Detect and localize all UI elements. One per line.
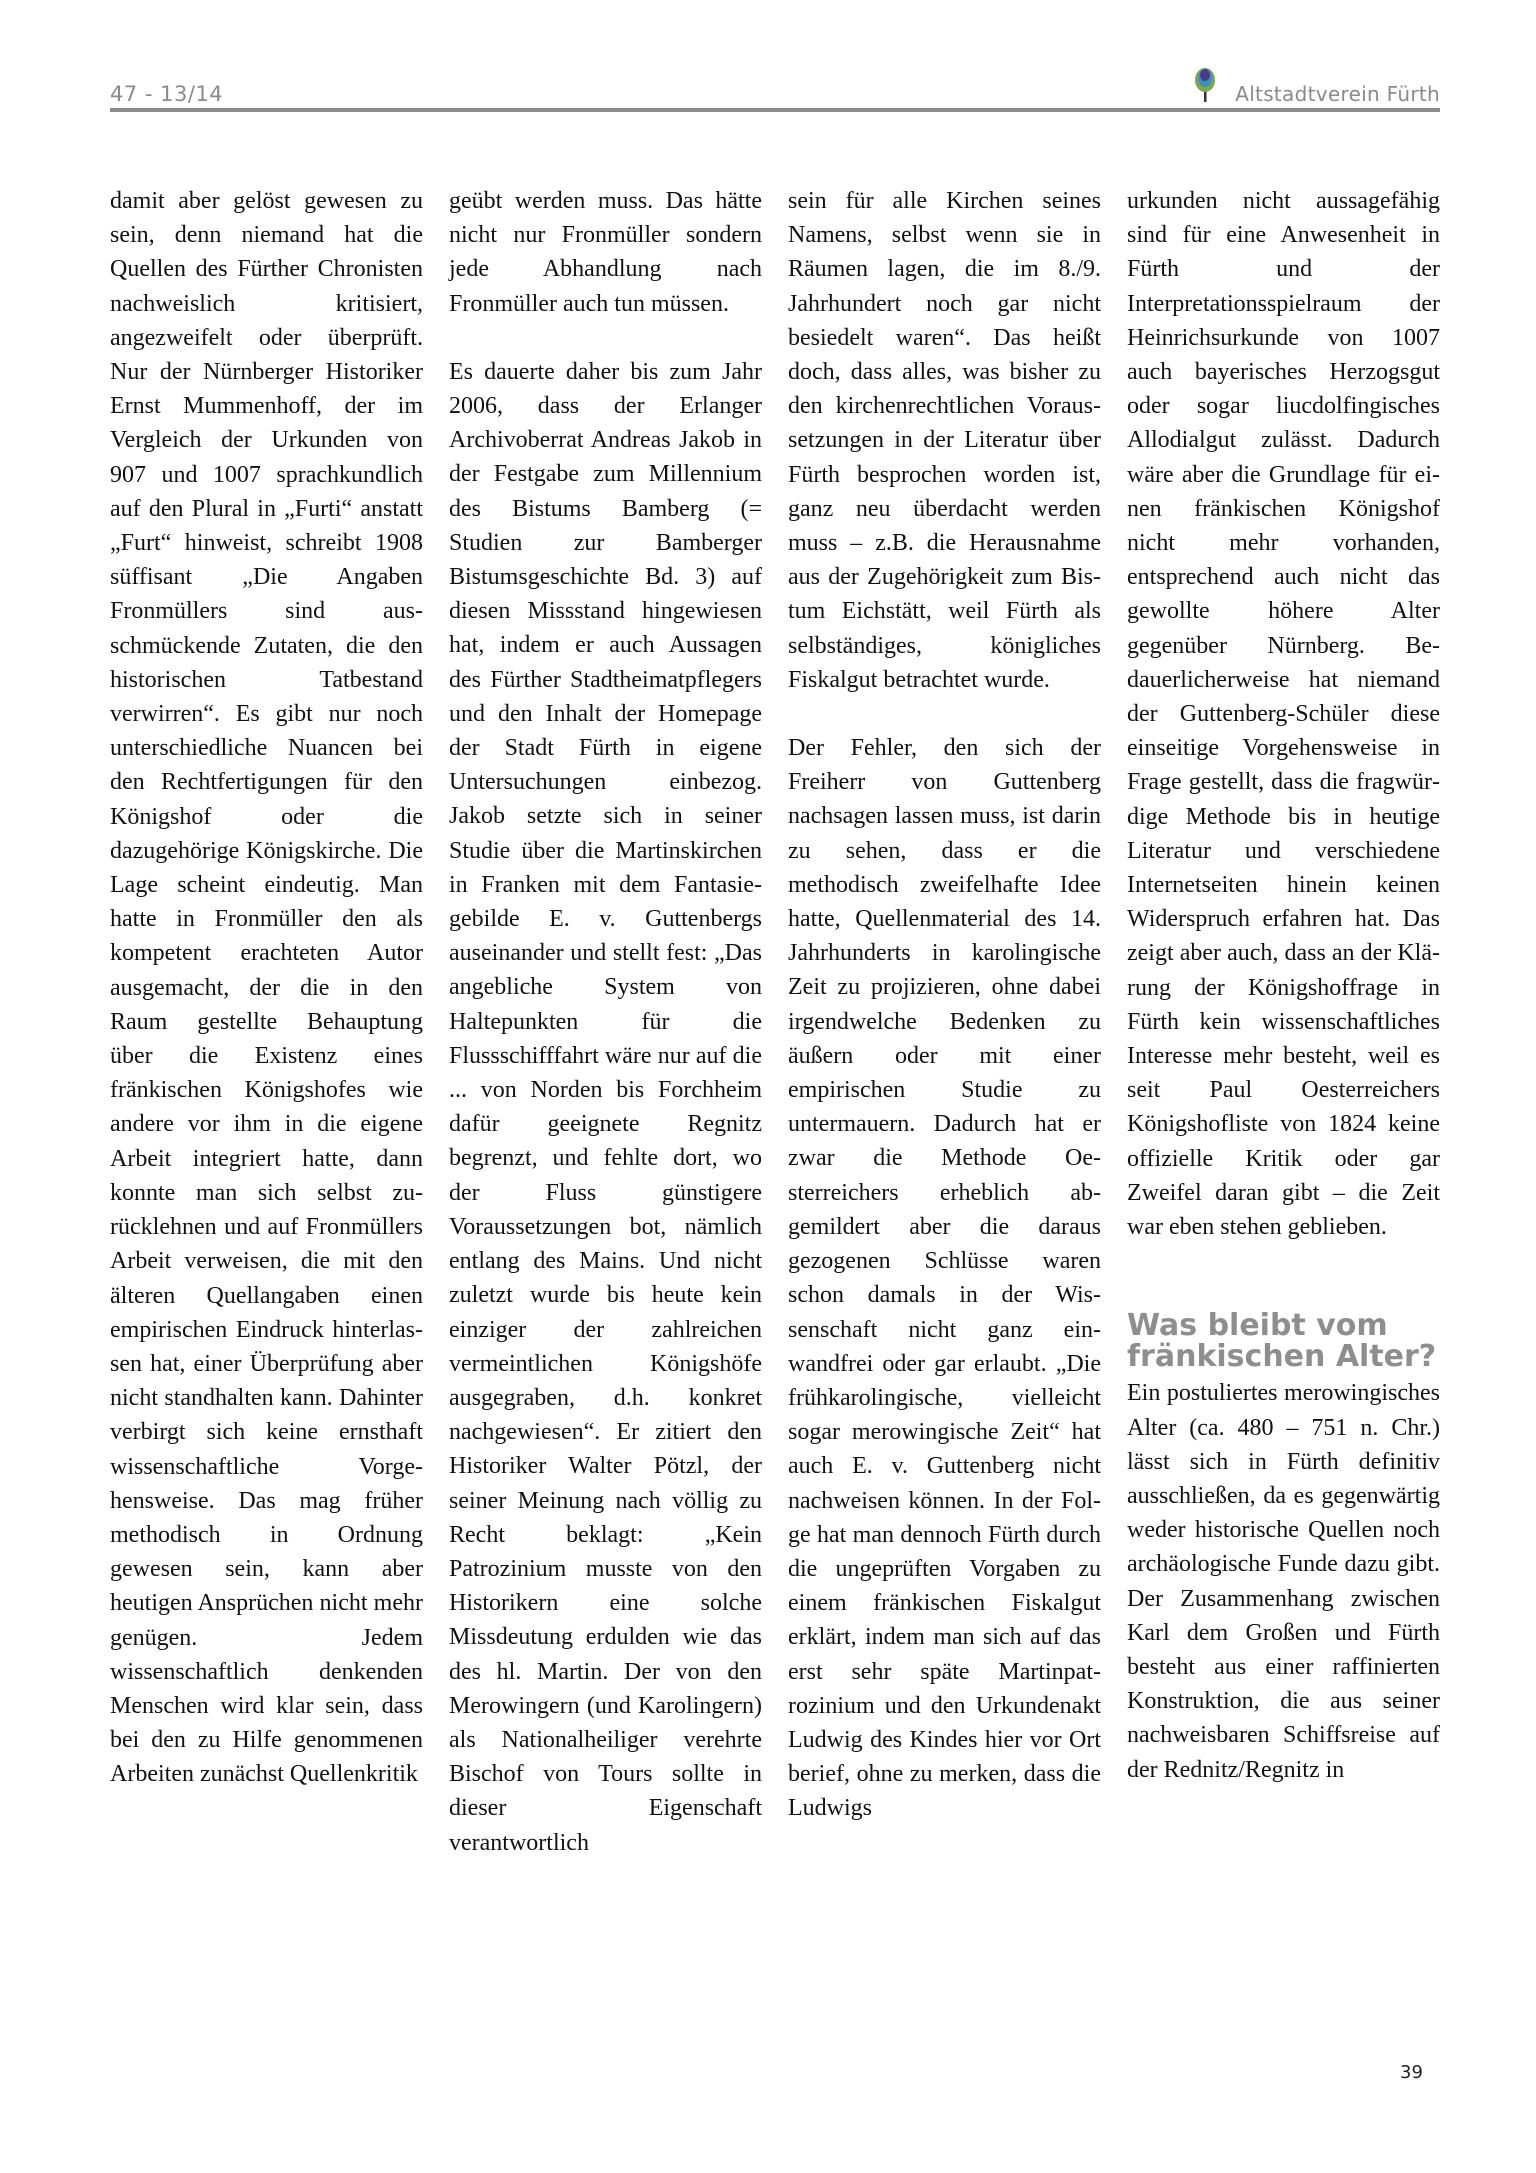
issue-number: 47 - 13/14 bbox=[110, 82, 224, 106]
paragraph: Ein postuliertes merowingisches Alter (ca. 480 – 751 n. Chr.) lässt sich in Fürth definitiv ausschließen, da es gegenwärtig weder historische Quellen noch archäologische Funde dazu gibt. Der Zusammenhang zwischen Karl dem Großen und Fürth besteht aus einer raffinierten Konstruktion, die aus seiner nachweisbaren Schiffsreise auf der Rednitz/Regnitz in bbox=[1127, 1380, 1440, 1783]
section-heading: Was bleibt vom fränkischen Alter? bbox=[1127, 1308, 1437, 1375]
column-3 bbox=[788, 184, 1101, 1860]
article-body bbox=[110, 184, 1440, 1860]
column-1 bbox=[110, 184, 423, 1860]
tree-icon bbox=[1193, 68, 1217, 102]
paragraph: sein für alle Kirchen seines Namens, selbst wenn sie in Räumen lagen, die im 8./9. Jahrhundert noch gar nicht besiedelt waren“. Das heißt doch, dass alles, was bisher zu den kirchenrechtlichen Voraussetzungen in der Literatur über Fürth besprochen worden ist, ganz neu überdacht werden muss – z.B. die Herausnahme aus der Zugehörigkeit zum Bistum Eichstätt, weil Fürth als selbständiges, königliches Fiskalgut betrachtet wurde. bbox=[788, 188, 1101, 693]
paragraph: damit aber gelöst gewesen zu sein, denn niemand hat die Quellen des Fürther Chronisten nachweislich kritisiert, angezweifelt oder überprüft. Nur der Nürnberger Historiker Ernst Mummenhoff, der im Vergleich der Urkunden von 907 und 1007 sprachkundlich auf den Plural in „Furti“ anstatt „Furt“ hinweist, schreibt 1908 süffisant „Die Angaben Fronmüllers sind ausschmückende Zutaten, die den historischen Tatbestand verwirren“. Es gibt nur noch unterschiedliche Nuancen bei den Rechtfertigungen für den Königshof oder die dazugehörige Königskirche. Die Lage scheint eindeutig. Man hatte in Fronmüller den als kompetent erachteten Autor ausgemacht, der die in den Raum gestellte Behauptung über die Existenz eines fränkischen Königshofes wie andere vor ihm in die eigene Arbeit integriert hatte, dann konnte man sich selbst zurücklehnen und auf Fronmüllers Arbeit verweisen, die mit den älteren Quellangaben einen empirischen Eindruck hinterlassen hat, einer Überprüfung aber nicht standhalten kann. Dahinter verbirgt sich keine ernsthaft wissenschaftliche Vorgehensweise. Das mag früher methodisch in Ordnung gewesen sein, kann aber heutigen Ansprüchen nicht mehr genügen. Jedem wissenschaftlich denkenden Menschen wird klar sein, dass bei den zu Hilfe genommenen Arbeiten zunächst Quellenkritik bbox=[110, 188, 423, 1788]
paragraph: Es dauerte daher bis zum Jahr 2006, dass der Erlanger Archivoberrat Andreas Jakob in der Festgabe zum Millennium des Bistums Bamberg (= Studien zur Bamberger Bistumsgeschichte Bd. 3) auf diesen Missstand hingewiesen hat, indem er auch Aussagen des Fürther Stadtheimatpflegers und den Inhalt der Homepage der Stadt Fürth in eigene Untersuchungen einbezog. Jakob setzte sich in seiner Studie über die Martinskirchen in Franken mit dem Fantasiegebilde E. v. Guttenbergs auseinander und stellt fest: „Das angebliche System von Haltepunkten für die Flussschifffahrt wäre nur auf die ... von Norden bis Forchheim dafür geeignete Regnitz begrenzt, und fehlte dort, wo der Fluss günstigere Voraussetzungen bot, nämlich entlang des Mains. Und nicht zuletzt wurde bis heute kein einziger der zahlreichen vermeintlichen Königshöfe ausgegraben, d.h. konkret nachgewiesen“. Er zitiert den Historiker Walter Pötzl, der seiner Meinung nach völlig zu Recht beklagt: „Kein Patrozinium musste von den Historikern eine solche Missdeutung erdulden wie das des hl. Martin. Der von den Merowingern (und Karolingern) als Nationalheiliger verehrte Bischof von Tours sollte in dieser Eigenschaft verantwortlich bbox=[449, 358, 762, 1856]
page-header bbox=[110, 76, 1440, 112]
brand-name: Altstadtverein Fürth bbox=[1235, 82, 1440, 106]
brand bbox=[1193, 68, 1440, 106]
column-4 bbox=[1127, 184, 1440, 1860]
column-2 bbox=[449, 184, 762, 1860]
paragraph: geübt werden muss. Das hätte nicht nur Fronmüller sondern jede Abhandlung nach Fronmüller auch tun müssen. bbox=[449, 188, 762, 317]
page-number: 39 bbox=[1400, 2062, 1423, 2083]
paragraph: urkunden nicht aussagefähig sind für eine Anwesenheit in Fürth und der Interpretationsspielraum der Heinrichsurkunde von 1007 auch bayerisches Herzogsgut oder sogar liucdolfingisches Allodialgut zulässt. Dadurch wäre aber die Grundlage für einen fränkischen Königshof nicht mehr vorhanden, entsprechend auch nicht das gewollte höhere Alter gegenüber Nürnberg. Bedauerlicherweise hat niemand der Guttenberg-Schüler diese einseitige Vorgehensweise in Frage gestellt, dass die fragwürdige Methode bis in heutige Literatur und verschiedene Internetseiten hinein keinen Widerspruch erfahren hat. Das zeigt aber auch, dass an der Klärung der Königshoffrage in Fürth kein wissenschaftliches Interesse mehr besteht, weil es seit Paul Oesterreichers Königshofliste von 1824 keine offizielle Kritik oder gar Zweifel daran gibt – die Zeit war eben stehen geblieben. bbox=[1127, 188, 1440, 1241]
paragraph: Der Fehler, den sich der Freiherr von Guttenberg nachsagen lassen muss, ist darin zu sehen, dass er die methodisch zweifelhafte Idee hatte, Quellenmaterial des 14. Jahrhunderts in karolingische Zeit zu projizieren, ohne dabei irgendwelche Bedenken zu äußern oder mit einer empirischen Studie zu untermauern. Dadurch hat er zwar die Methode Oesterreichers erheblich abgemildert aber die daraus gezogenen Schlüsse waren schon damals in der Wissenschaft nicht ganz einwandfrei oder gar erlaubt. „Die frühkarolingische, vielleicht sogar merowingische Zeit“ hat auch E. v. Guttenberg nicht nachweisen können. In der Folge hat man dennoch Fürth durch die ungeprüften Vorgaben zu einem fränkischen Fiskalgut erklärt, indem man sich auf das erst sehr späte Martinpatrozinium und den Urkundenakt Ludwig des Kindes hier vor Ort berief, ohne zu merken, dass die Ludwigs bbox=[788, 735, 1101, 1822]
